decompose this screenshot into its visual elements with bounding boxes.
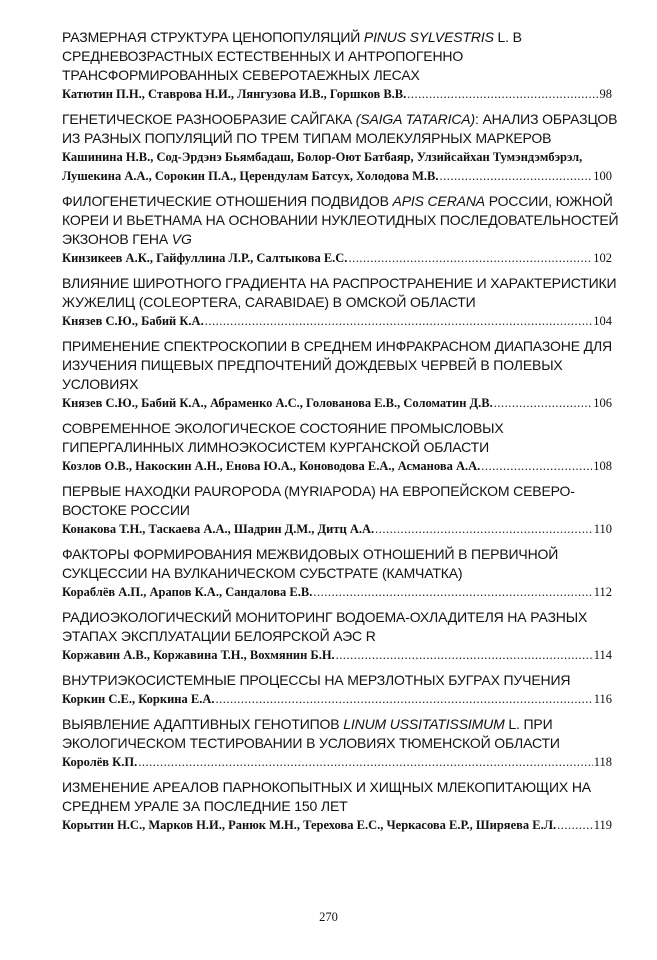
entry-authors: [62, 249, 612, 268]
entry-title-line: [62, 501, 612, 520]
title-text: L. ПРИ: [504, 716, 553, 732]
dot-leader: [494, 394, 593, 413]
title-text: ТРАНСФОРМИРОВАННЫХ СЕВЕРОТАЕЖНЫХ ЛЕСАХ: [62, 67, 420, 83]
entry-authors: [62, 394, 612, 413]
title-text: ГИПЕРГАЛИННЫХ ЛИМНОЭКОСИСТЕМ КУРГАНСКОЙ ОБЛАСТИ: [62, 439, 489, 455]
author-names: Коркин С.Е., Коркина Е.А.: [62, 692, 215, 706]
latin-name: (SAIGA TATARICA): [355, 111, 475, 127]
entry-title-line: [62, 608, 612, 627]
title-text: ИЗМЕНЕНИЕ АРЕАЛОВ ПАРНОКОПЫТНЫХ И ХИЩНЫХ МЛЕКОПИТАЮЩИХ НА: [62, 779, 591, 795]
toc-entry: [62, 110, 618, 186]
entry-authors: [62, 312, 612, 331]
dot-leader: [375, 520, 593, 539]
entry-authors: [62, 646, 612, 665]
title-text: ВЛИЯНИЕ ШИРОТНОГО ГРАДИЕНТА НА РАСПРОСТРАНЕНИЕ И ХАРАКТЕРИСТИКИ: [62, 275, 617, 291]
title-text: ЭКЗОНОВ ГЕНА: [62, 231, 172, 247]
toc-entry: [62, 337, 612, 413]
entry-title-line: [62, 482, 612, 501]
entry-title-line: [62, 274, 617, 293]
title-text: ВНУТРИЭКОСИСТЕМНЫЕ ПРОЦЕССЫ НА МЕРЗЛОТНЫХ БУГРАХ ПУЧЕНИЯ: [62, 672, 571, 688]
entry-title-line: [62, 129, 612, 148]
entry-title-line: [62, 627, 612, 646]
title-text: УСЛОВИЯХ: [62, 376, 139, 392]
toc-entry: [62, 482, 612, 539]
entry-page-number: 108: [593, 459, 612, 473]
dot-leader: [138, 753, 593, 772]
entry-title-line: [62, 47, 612, 66]
title-text: РАЗМЕРНАЯ СТРУКТУРА ЦЕНОПОПУЛЯЦИЙ: [62, 29, 364, 45]
latin-name: PINUS SYLVESTRIS: [363, 29, 494, 45]
title-text: СУКЦЕССИИ НА ВУЛКАНИЧЕСКОМ СУБСТРАТЕ (КАМЧАТКА): [62, 565, 463, 581]
title-text: РОССИИ, ЮЖНОЙ: [485, 193, 613, 209]
dot-leader: [407, 85, 598, 104]
title-text: КОРЕИ И ВЬЕТНАМА НА ОСНОВАНИИ НУКЛЕОТИДНЫХ ПОСЛЕДОВАТЕЛЬНОСТЕЙ: [62, 212, 619, 228]
entry-page-number: 98: [599, 87, 612, 101]
dot-leader: [205, 312, 593, 331]
entry-authors: [62, 148, 612, 186]
author-names: Князев С.Ю., Бабий К.А.: [62, 314, 204, 328]
author-names: Козлов О.В., Накоскин А.Н., Енова Ю.А., Коноводова Е.А., Асманова А.А.: [62, 459, 481, 473]
title-text: ЭТАПАХ ЭКСПЛУАТАЦИИ БЕЛОЯРСКОЙ АЭС R: [62, 628, 376, 644]
dot-leader: [313, 583, 592, 602]
title-text: ФАКТОРЫ ФОРМИРОВАНИЯ МЕЖВИДОВЫХ ОТНОШЕНИЙ В ПЕРВИЧНОЙ: [62, 546, 559, 562]
title-text: СРЕДНЕВОЗРАСТНЫХ ЕСТЕСТВЕННЫХ И АНТРОПОГЕННО: [62, 48, 464, 64]
entry-page-number: 106: [593, 396, 612, 410]
entry-title-line: [62, 715, 612, 734]
table-of-contents: [62, 28, 619, 841]
entry-page-number: 119: [593, 818, 612, 832]
title-text: ЭКОЛОГИЧЕСКОМ ТЕСТИРОВАНИИ В УСЛОВИЯХ ТЮМЕНСКОЙ ОБЛАСТИ: [62, 735, 560, 751]
entry-title-line: [62, 230, 612, 249]
toc-entry: [62, 274, 617, 331]
toc-entry: [62, 715, 612, 772]
dot-leader: [440, 167, 593, 186]
title-text: ГЕНЕТИЧЕСКОЕ РАЗНООБРАЗИЕ САЙГАКА: [62, 111, 356, 127]
entry-title-line: [62, 778, 612, 797]
title-text: ВОСТОКЕ РОССИИ: [62, 502, 190, 518]
title-text: ПРИМЕНЕНИЕ СПЕКТРОСКОПИИ В СРЕДНЕМ ИНФРАКРАСНОМ ДИАПАЗОНЕ ДЛЯ: [62, 338, 612, 354]
entry-title-line: [62, 192, 612, 211]
entry-title-line: [62, 28, 612, 47]
entry-title-line: [62, 375, 612, 394]
author-names: Кашинина Н.В., Сод-Эрдэнэ Бьямбадаш, Болор-Оют Батбаяр, Улзийсайхан Тумэндэмбэрэл,: [62, 150, 583, 164]
title-text: РАДИОЭКОЛОГИЧЕСКИЙ МОНИТОРИНГ ВОДОЕМА-ОХЛАДИТЕЛЯ НА РАЗНЫХ: [62, 609, 588, 625]
author-names: Конакова Т.Н., Таскаева А.А., Шадрин Д.М., Дитц А.А.: [62, 522, 375, 536]
entry-title-line: [62, 671, 612, 690]
author-names: Лушекина А.А., Сорокин П.А., Церендулам Батсух, Холодова М.В.: [62, 169, 439, 183]
entry-title-line: [62, 438, 612, 457]
entry-title-line: [62, 110, 618, 129]
entry-authors: [62, 85, 612, 104]
entry-title-line: [62, 293, 612, 312]
entry-page-number: 110: [593, 522, 612, 536]
author-names: Кораблёв А.П., Арапов К.А., Сандалова Е.В.: [62, 585, 313, 599]
entry-authors: [62, 520, 612, 539]
title-text: СОВРЕМЕННОЕ ЭКОЛОГИЧЕСКОЕ СОСТОЯНИЕ ПРОМЫСЛОВЫХ: [62, 420, 504, 436]
entry-title-line: [62, 734, 612, 753]
entry-title-line: [62, 545, 612, 564]
title-text: ЖУЖЕЛИЦ (COLEOPTERA, CARABIDAE) В ОМСКОЙ ОБЛАСТИ: [62, 294, 476, 310]
author-names: Кинзикеев А.К., Гайфуллина Л.Р., Салтыкова Е.С.: [62, 251, 348, 265]
entry-page-number: 112: [593, 585, 612, 599]
toc-entry: [62, 608, 612, 665]
title-text: L. В: [493, 29, 522, 45]
entry-page-number: 102: [593, 251, 612, 265]
author-names: Коржавин А.В., Коржавина Т.Н., Вохмянин Б.Н.: [62, 648, 335, 662]
page-number: 270: [319, 910, 338, 924]
entry-title-line: [62, 66, 612, 85]
latin-name: APIS CERANA: [392, 193, 485, 209]
title-text: ВЫЯВЛЕНИЕ АДАПТИВНЫХ ГЕНОТИПОВ: [62, 716, 344, 732]
toc-entry: [62, 545, 612, 602]
latin-name: LINUM USSITATISSIMUM: [343, 716, 505, 732]
title-text: : АНАЛИЗ ОБРАЗЦОВ: [475, 111, 618, 127]
entry-authors: [62, 457, 612, 476]
title-text: СРЕДНЕМ УРАЛЕ ЗА ПОСЛЕДНИЕ 150 ЛЕТ: [62, 798, 348, 814]
entry-authors: [62, 583, 612, 602]
dot-leader: [336, 646, 593, 665]
entry-title-line: [62, 797, 612, 816]
entry-title-line: [62, 419, 612, 438]
latin-name: VG: [171, 231, 192, 247]
entry-title-line: [62, 211, 619, 230]
dot-leader: [215, 690, 592, 709]
toc-entry: [62, 419, 612, 476]
entry-page-number: 114: [593, 648, 612, 662]
entry-authors: [62, 690, 612, 709]
toc-entry: [62, 671, 612, 709]
entry-authors: [62, 816, 612, 835]
entry-page-number: 116: [593, 692, 612, 706]
entry-title-line: [62, 564, 612, 583]
dot-leader: [481, 457, 592, 476]
title-text: ИЗУЧЕНИЯ ПИЩЕВЫХ ПРЕДПОЧТЕНИЙ ДОЖДЕВЫХ ЧЕРВЕЙ В ПОЛЕВЫХ: [62, 357, 563, 373]
author-names: Катютин П.Н., Ставрова Н.И., Лянгузова И.В., Горшков В.В.: [62, 87, 407, 101]
entry-page-number: 118: [593, 755, 612, 769]
entry-page-number: 100: [593, 169, 612, 183]
dot-leader: [557, 816, 593, 835]
author-names: Князев С.Ю., Бабий К.А., Абраменко А.С., Голованова Е.В., Соломатин Д.В.: [62, 396, 493, 410]
entry-title-line: [62, 337, 612, 356]
title-text: ИЗ РАЗНЫХ ПОПУЛЯЦИЙ ПО ТРЕМ ТИПАМ МОЛЕКУЛЯРНЫХ МАРКЕРОВ: [62, 130, 552, 146]
dot-leader: [348, 249, 592, 268]
entry-title-line: [62, 356, 612, 375]
title-text: ФИЛОГЕНЕТИЧЕСКИЕ ОТНОШЕНИЯ ПОДВИДОВ: [62, 193, 393, 209]
author-names: Корытин Н.С., Марков Н.И., Ранюк М.Н., Терехова Е.С., Черкасова Е.Р., Ширяева Е.Л.: [62, 818, 557, 832]
entry-authors: [62, 753, 612, 772]
title-text: ПЕРВЫЕ НАХОДКИ PAUROPODA (MYRIAPODA) НА ЕВРОПЕЙСКОМ СЕВЕРО-: [62, 483, 575, 499]
toc-entry: [62, 192, 619, 268]
author-names: Королёв К.П.: [62, 755, 138, 769]
entry-page-number: 104: [593, 314, 612, 328]
toc-entry: [62, 28, 612, 104]
toc-entry: [62, 778, 612, 835]
